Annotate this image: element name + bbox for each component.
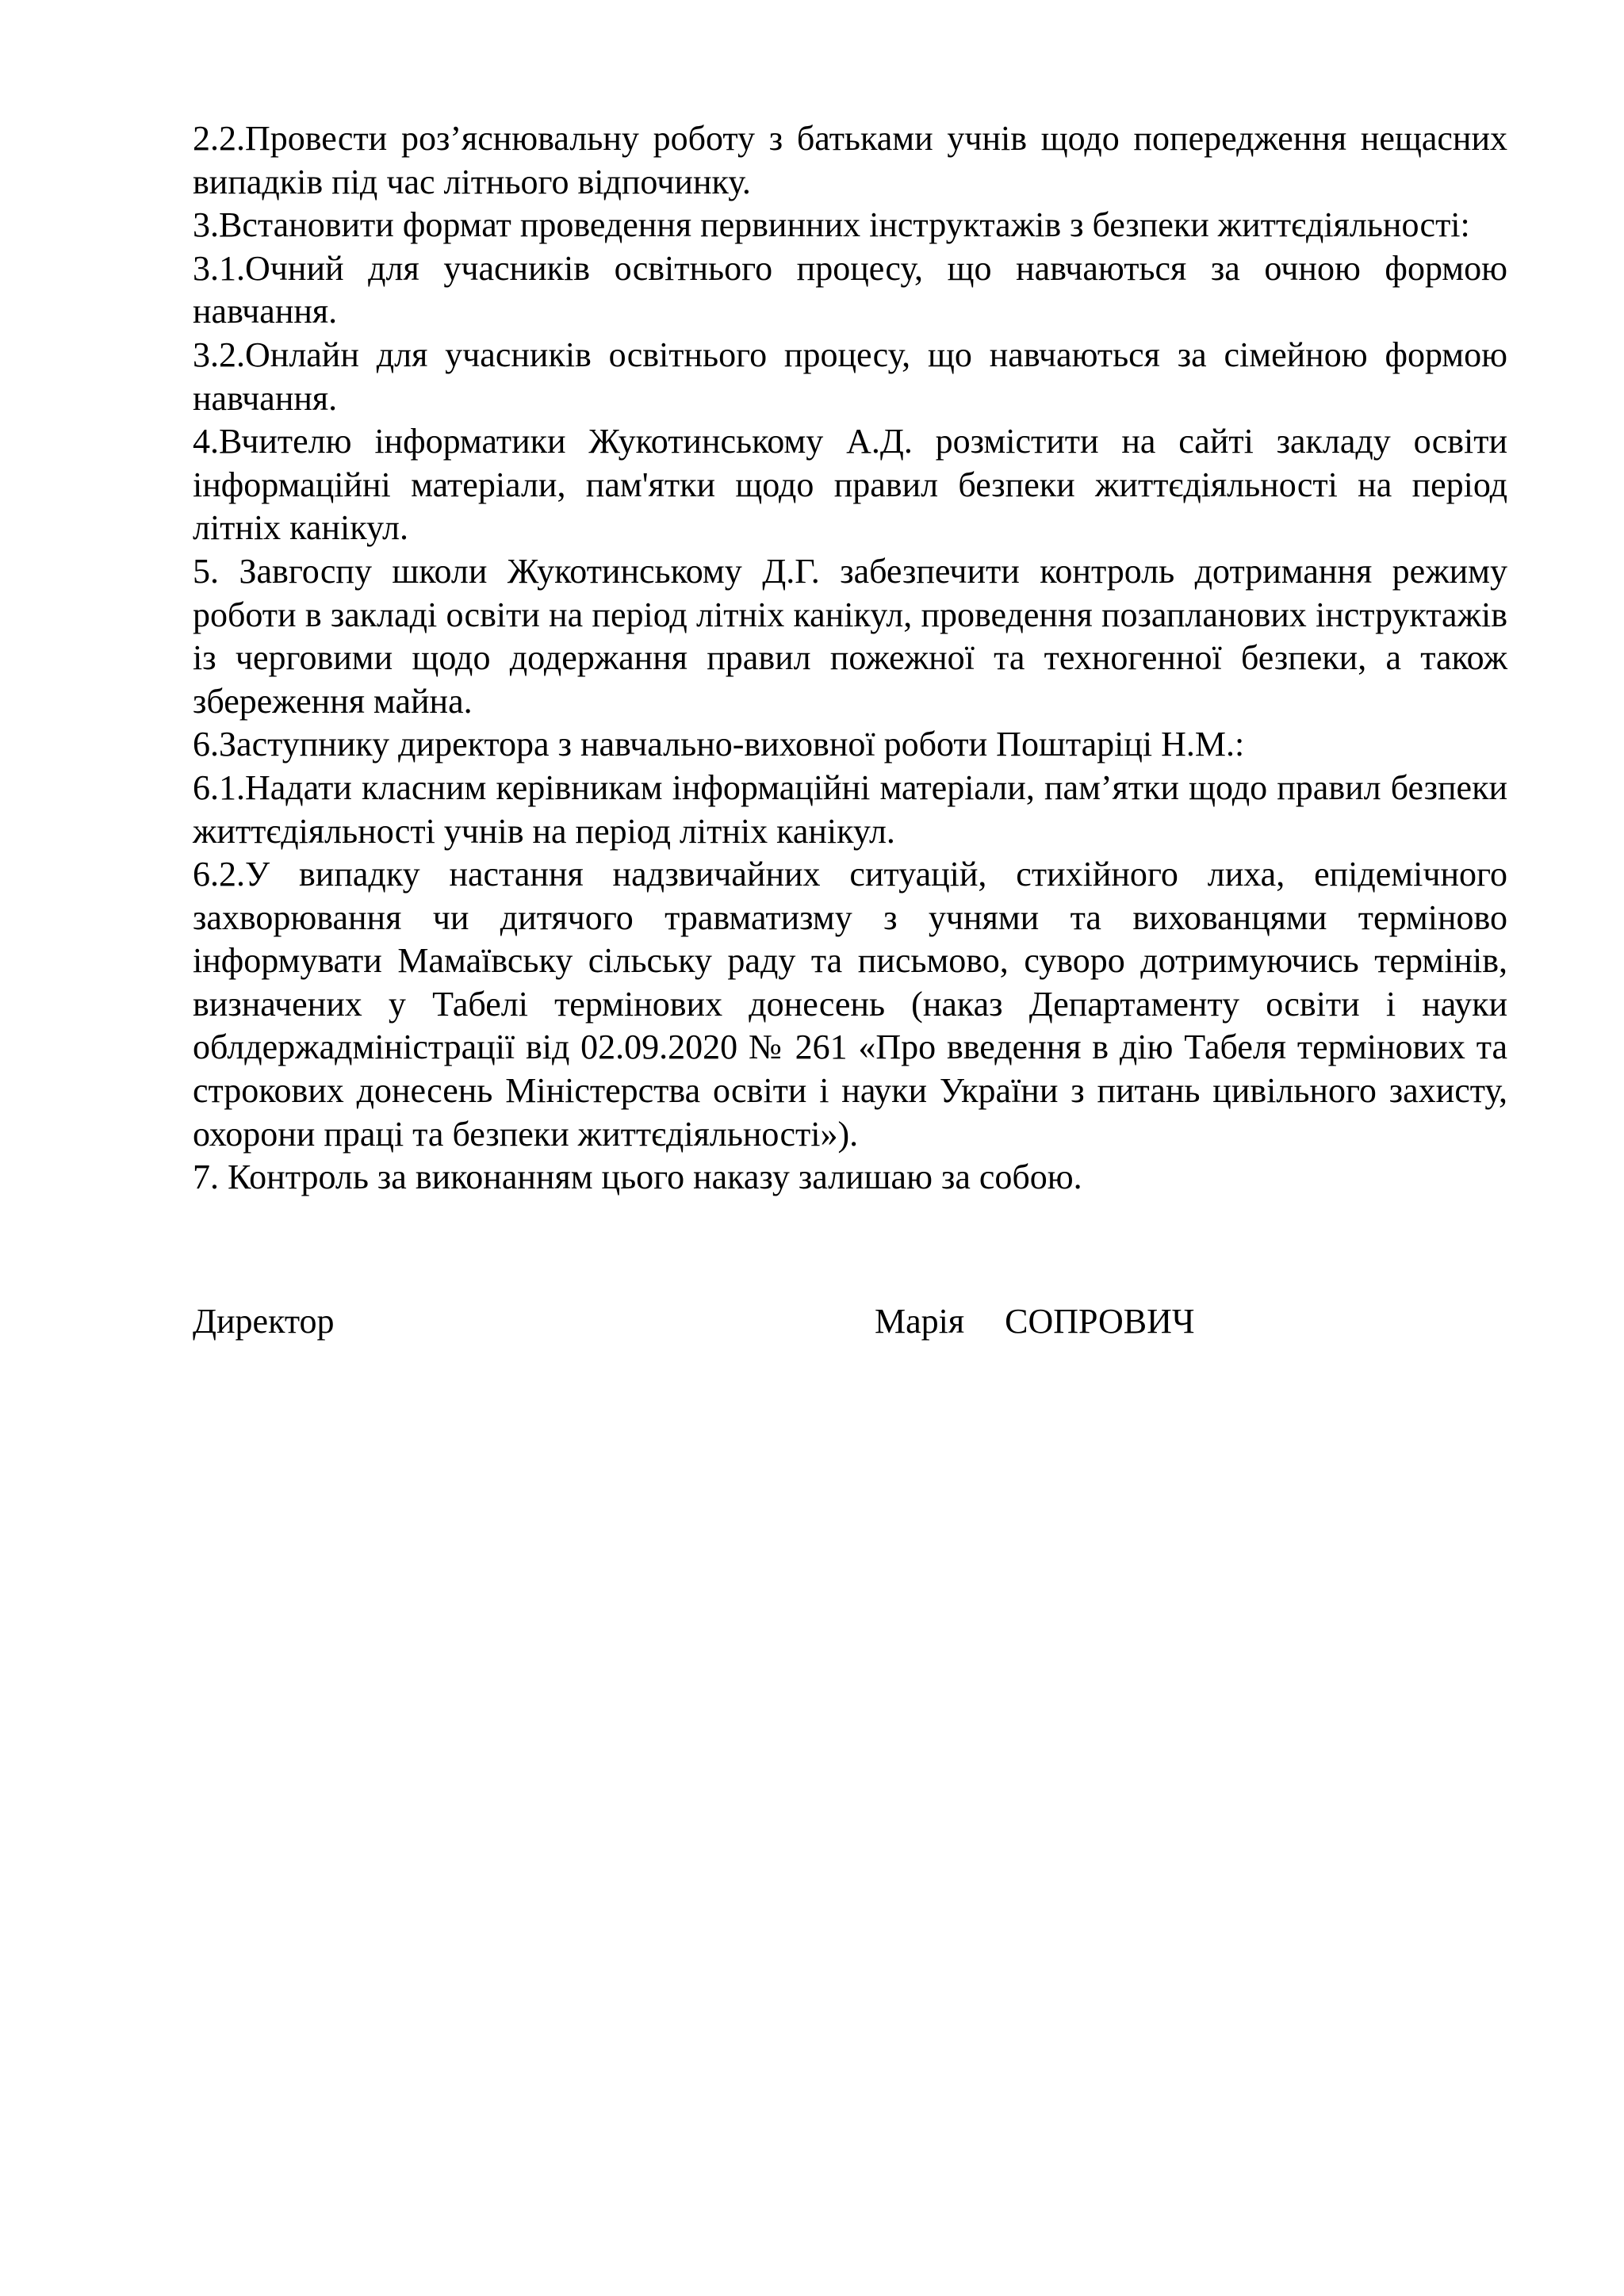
signature-name: Марія СОПРОВИЧ [875, 1302, 1195, 1341]
signature-block [193, 1300, 1507, 1348]
paragraph-2-2: 2.2.Провести роз’яснювальну роботу з батьками учнів щодо попередження нещасних випадків під час літнього відпочинку. [193, 119, 1507, 201]
paragraph-6-2: 6.2.У випадку настання надзвичайних ситуацій, стихійного лиха, епідемічного захворювання чи дитячого травматизму з учнями та вихованцями терміново інформувати Мамаївську сільську раду та письмово, суворо дотримуючись термінів, визначених у Табелі термінових донесень (наказ Департаменту освіти і науки облдержадміністрації від 02.09.2020 № 261 «Про введення в дію Табеля термінових та строкових донесень Міністерства освіти і науки України з питань цивільного захисту, охорони праці та безпеки життєдіяльності»). [193, 855, 1507, 1154]
paragraph-7: 7. Контроль за виконанням цього наказу залишаю за собою. [193, 1158, 1082, 1197]
paragraph-6-1: 6.1.Надати класним керівникам інформаційні матеріали, пам’ятки щодо правил безпеки життєдіяльності учнів на період літніх канікул. [193, 767, 1507, 851]
paragraph-6: 6.Заступнику директора з навчально-виховної роботи Поштаріці Н.М.: [193, 725, 1245, 764]
paragraph-3-1: 3.1.Очний для учасників освітнього процесу, що навчаються за очною формою навчання. [193, 248, 1507, 331]
paragraph-5: 5. Завгоспу школи Жукотинському Д.Г. забезпечити контроль дотримання режиму роботи в закладі освіти на період літніх канікул, проведення позапланових інструктажів із черговими щодо додержання правил пожежної та техногенної безпеки, а також збереження майна. [193, 551, 1507, 721]
signature-title: Директор [193, 1302, 335, 1341]
paragraph-4: 4.Вчителю інформатики Жукотинському А.Д. розмістити на сайті закладу освіти інформаційні матеріали, пам'ятки щодо правил безпеки життєдіяльності на період літніх канікул. [193, 422, 1507, 548]
paragraph-3: 3.Встановити формат проведення первинних інструктажів з безпеки життєдіяльності: [193, 205, 1470, 245]
paragraph-3-2: 3.2.Онлайн для учасників освітнього процесу, що навчаються за сімейною формою навчання. [193, 335, 1507, 418]
document-body [193, 117, 1507, 1200]
